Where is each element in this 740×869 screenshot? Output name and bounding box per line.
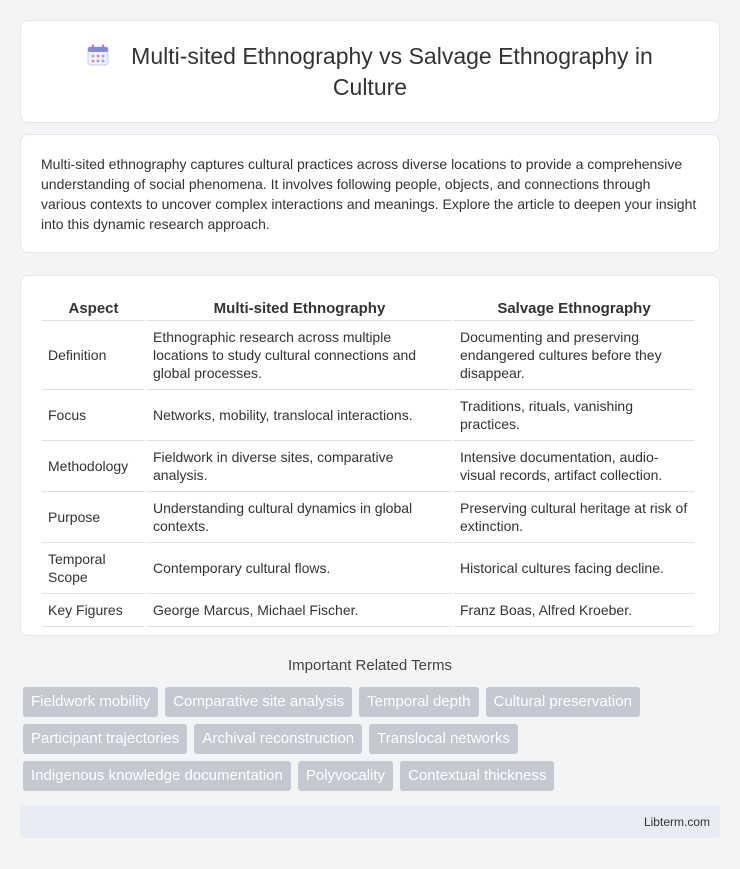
row-salvage: Traditions, rituals, vanishing practices. <box>454 390 694 441</box>
tag-indigenous-knowledge-documentation[interactable]: Indigenous knowledge documentation <box>23 761 291 791</box>
header-multi-sited: Multi-sited Ethnography <box>147 296 452 321</box>
table-row <box>42 543 694 594</box>
row-multi-sited: George Marcus, Michael Fischer. <box>147 594 452 627</box>
table-row <box>42 594 694 627</box>
tag-cultural-preservation[interactable]: Cultural preservation <box>486 687 640 717</box>
row-salvage: Intensive documentation, audio-visual records, artifact collection. <box>454 441 694 492</box>
intro-card <box>20 134 720 253</box>
page-title: Multi-sited Ethnography vs Salvage Ethnography in Culture <box>131 42 653 100</box>
row-aspect: Temporal Scope <box>42 543 145 594</box>
row-aspect: Focus <box>42 390 145 441</box>
header-salvage: Salvage Ethnography <box>454 296 694 321</box>
row-salvage: Historical cultures facing decline. <box>454 543 694 594</box>
tag-archival-reconstruction[interactable]: Archival reconstruction <box>194 724 362 754</box>
intro-text: Multi-sited ethnography captures cultural practices across diverse locations to provide a comprehensive understanding of social phenomena. It involves following people, objects, and connections through various contexts to uncover complex interactions and meanings. Explore the article to deepen your insight into this dynamic research approach. <box>41 156 697 232</box>
table-header-row <box>42 296 694 321</box>
tag-fieldwork-mobility[interactable]: Fieldwork mobility <box>23 687 158 717</box>
title-card <box>20 20 720 123</box>
page-title-wrap <box>51 42 689 102</box>
comparison-table <box>40 296 696 627</box>
related-terms-section <box>20 657 720 791</box>
row-multi-sited: Networks, mobility, translocal interactions. <box>147 390 452 441</box>
tag-participant-trajectories[interactable]: Participant trajectories <box>23 724 187 754</box>
comparison-card <box>20 275 720 636</box>
table-row <box>42 492 694 543</box>
row-aspect: Purpose <box>42 492 145 543</box>
calendar-icon <box>87 44 109 73</box>
table-row <box>42 441 694 492</box>
related-terms-tags <box>20 687 700 791</box>
tag-temporal-depth[interactable]: Temporal depth <box>359 687 478 717</box>
row-multi-sited: Ethnographic research across multiple locations to study cultural connections and global processes. <box>147 321 452 390</box>
tag-contextual-thickness[interactable]: Contextual thickness <box>400 761 554 791</box>
tag-translocal-networks[interactable]: Translocal networks <box>369 724 518 754</box>
table-row <box>42 390 694 441</box>
tag-polyvocality[interactable]: Polyvocality <box>298 761 393 791</box>
row-multi-sited: Understanding cultural dynamics in global contexts. <box>147 492 452 543</box>
table-row <box>42 321 694 390</box>
row-salvage: Documenting and preserving endangered cultures before they disappear. <box>454 321 694 390</box>
row-aspect: Key Figures <box>42 594 145 627</box>
header-aspect: Aspect <box>42 296 145 321</box>
row-salvage: Preserving cultural heritage at risk of extinction. <box>454 492 694 543</box>
row-multi-sited: Fieldwork in diverse sites, comparative analysis. <box>147 441 452 492</box>
row-aspect: Definition <box>42 321 145 390</box>
footer <box>20 805 720 838</box>
footer-site-link[interactable]: Libterm.com <box>643 814 710 829</box>
row-salvage: Franz Boas, Alfred Kroeber. <box>454 594 694 627</box>
tag-comparative-site-analysis[interactable]: Comparative site analysis <box>165 687 352 717</box>
row-aspect: Methodology <box>42 441 145 492</box>
row-multi-sited: Contemporary cultural flows. <box>147 543 452 594</box>
related-terms-title: Important Related Terms <box>288 657 452 674</box>
